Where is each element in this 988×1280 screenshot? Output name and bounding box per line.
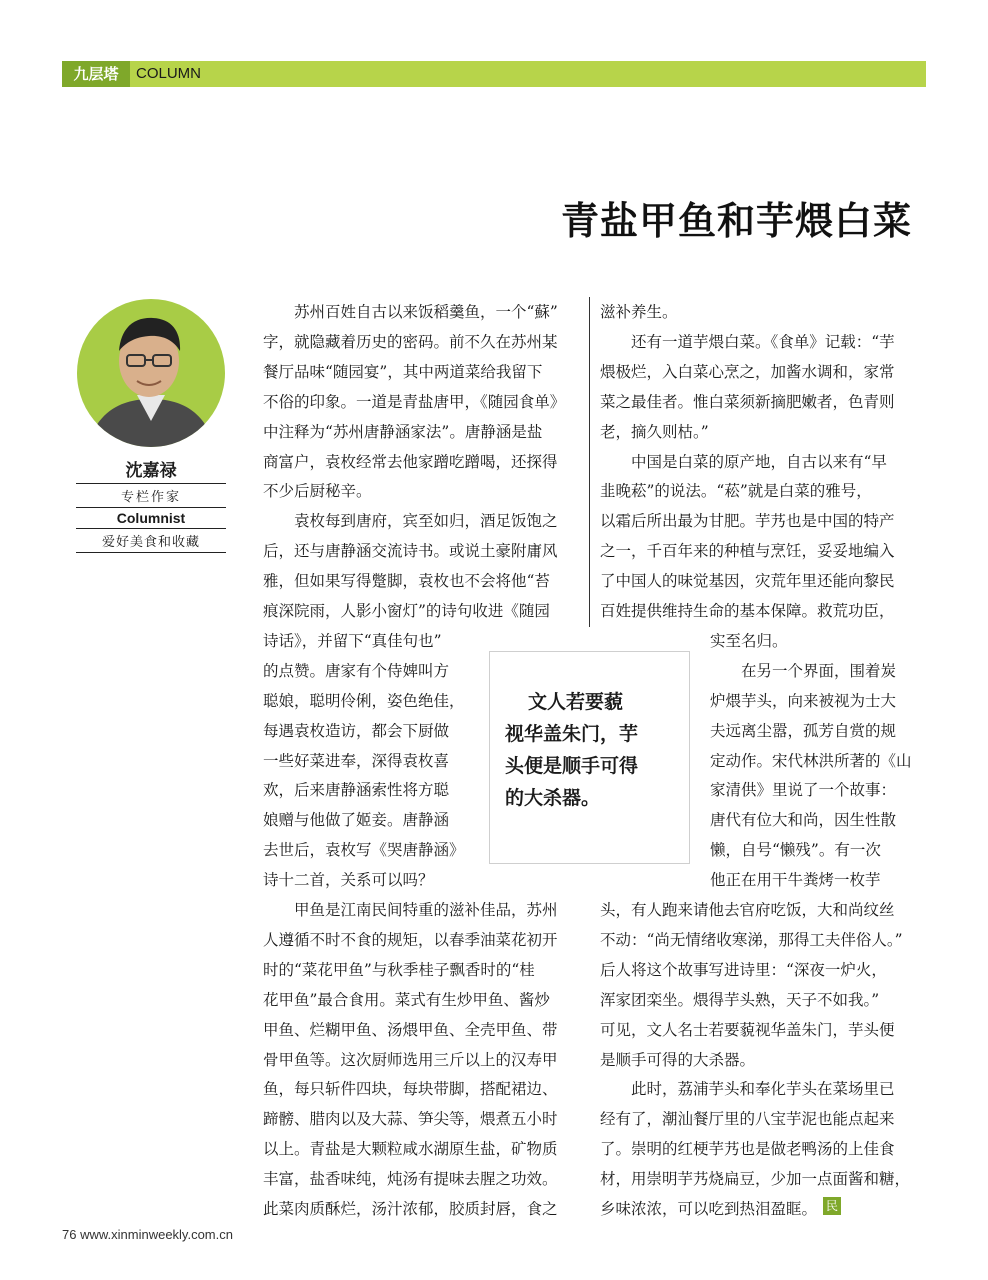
text-line: 商富户，袁枚经常去他家蹭吃蹭喝，还探得 — [263, 452, 558, 471]
text-line: 一些好菜进奉，深得袁枚喜 — [263, 751, 450, 770]
text-line: 在另一个界面，围着炭 — [710, 661, 897, 680]
text-line: 诗话》，并留下“真佳句也” — [263, 631, 442, 650]
text-line: 花甲鱼”最合食用。菜式有生炒甲鱼、酱炒 — [263, 990, 550, 1009]
text-line: 餐厅品味“随园宴”，其中两道菜给我留下 — [263, 362, 543, 381]
end-mark-icon: 民 — [823, 1197, 841, 1215]
text-line: 苏州百姓自古以来饭稻羹鱼，一个“蘇” — [263, 303, 558, 321]
text-line: 丰富，盐香味纯，炖汤有提味去腥之功效。 — [263, 1170, 558, 1189]
article-title: 青盐甲鱼和芋煨白菜 — [560, 199, 912, 243]
text-line: 雅，但如果写得蹩脚，袁枚也不会将他“苔 — [263, 572, 550, 591]
text-line: 经有了，潮汕餐厅里的八宝芋泥也能点起来 — [600, 1110, 895, 1129]
author-bio: 爱好美食和收藏 — [76, 529, 226, 553]
text-line: 浑家团栾坐。煨得芋头熟，天子不如我。” — [600, 990, 880, 1009]
pull-quote-line: 的大杀器。 — [505, 787, 601, 809]
text-line: 鱼，每只斩件四块，每块带脚，搭配裙边、 — [263, 1080, 558, 1099]
text-line: 不俗的印象。一道是青盐唐甲，《随园食单》 — [263, 392, 566, 411]
text-line: 诗十二首，关系可以吗？ — [263, 871, 434, 890]
text-line: 去世后，袁枚写《哭唐静涵》 — [263, 841, 465, 860]
text-line: 甲鱼、烂糊甲鱼、汤煨甲鱼、全壳甲鱼、带 — [263, 1020, 558, 1039]
text-line: 以霜后所出最为甘肥。芋艿也是中国的特产 — [600, 512, 895, 531]
text-line: 定动作。宋代林洪所著的《山 — [710, 751, 912, 770]
text-line: 骨甲鱼等。这次厨师选用三斤以上的汉寿甲 — [263, 1050, 558, 1069]
column-header-bar — [62, 61, 926, 87]
text-line: 时的“菜花甲鱼”与秋季桂子飘香时的“桂 — [263, 960, 535, 979]
text-line: 夫远离尘嚣，孤芳自赏的规 — [710, 721, 897, 740]
pull-quote-box — [489, 651, 690, 864]
text-line: 头，有人跑来请他去官府吃饭，大和尚纹丝 — [600, 901, 895, 919]
pull-quote-line: 视华盖朱门，芋 — [505, 723, 639, 745]
text-line: 欢，后来唐静涵索性将方聪 — [263, 781, 450, 800]
text-line: 以上。青盐是大颗粒咸水湖原生盐，矿物质 — [263, 1140, 558, 1159]
text-line: 此菜肉质酥烂，汤汁浓郁，胶质封唇，食之 — [263, 1200, 558, 1218]
text-line: 菜之最佳者。惟白菜须新摘肥嫩者，色青则 — [600, 392, 895, 411]
text-line: 不动：“尚无情绪收寒涕，那得工夫伴俗人。” — [600, 930, 903, 949]
text-line: 他正在用干牛粪烤一枚芋 — [710, 871, 881, 890]
text-line: 了。崇明的红梗芋艿也是做老鸭汤的上佳食 — [600, 1140, 895, 1159]
text-line: 百姓提供维持生命的基本保障。救荒功臣， — [600, 602, 895, 620]
text-line: 字，就隐藏着历史的密码。前不久在苏州某 — [263, 332, 558, 351]
text-line: 之一，千百年来的种植与烹饪，妥妥地编入 — [600, 542, 895, 561]
text-line: 袁枚每到唐府，宾至如归，酒足饭饱之 — [263, 512, 558, 531]
text-line: 中国是白菜的原产地，自古以来有“早 — [600, 452, 887, 471]
author-name: 沈嘉禄 — [76, 456, 226, 484]
text-line: 不少后厨秘辛。 — [263, 482, 372, 501]
text-line: 娘赠与他做了姬妾。唐静涵 — [263, 811, 450, 830]
text-line: 的点赞。唐家有个侍婢叫方 — [263, 661, 450, 680]
text-line: 了中国人的味觉基因，灾荒年里还能向黎民 — [600, 572, 895, 591]
text-line: 后，还与唐静涵交流诗书。或说土豪附庸风 — [263, 542, 558, 561]
text-line: 可见，文人名士若要藐视华盖朱门，芋头便 — [600, 1020, 895, 1039]
text-line: 煨极烂，入白菜心烹之，加酱水调和，家常 — [600, 362, 895, 381]
text-line: 韭晚菘”的说法。“菘”就是白菜的雅号， — [600, 482, 872, 501]
text-line: 中注释为“苏州唐静涵家法”。唐静涵是盐 — [263, 422, 543, 441]
author-photo — [77, 299, 225, 447]
text-line: 滋补养生。 — [600, 303, 678, 321]
text-line: 家清供》里说了一个故事： — [710, 781, 897, 800]
text-line: 乡味浓浓，可以吃到热泪盈眶。 — [600, 1200, 818, 1218]
text-line: 痕深院雨，人影小窗灯”的诗句收进《随园 — [263, 602, 550, 620]
text-line: 实至名归。 — [710, 631, 788, 650]
pull-quote-line: 文人若要藐 — [528, 691, 624, 713]
text-line: 材，用崇明芋艿烧扁豆，少加一点面酱和糖， — [600, 1170, 911, 1189]
column-divider — [589, 297, 590, 627]
text-line: 蹄髈、腊肉以及大蒜、笋尖等，煨煮五小时 — [263, 1110, 558, 1129]
author-role: 专栏作家 — [76, 484, 226, 508]
column-label: COLUMN — [136, 65, 202, 82]
section-label: 九层塔 — [62, 61, 130, 87]
text-line: 每遇袁枚造访，都会下厨做 — [263, 721, 450, 740]
text-line: 是顺手可得的大杀器。 — [600, 1050, 756, 1069]
text-line: 人遵循不时不食的规矩，以春季油菜花初开 — [263, 930, 558, 949]
text-line: 聪娘，聪明伶俐，姿色绝佳， — [263, 691, 465, 710]
text-line: 老，摘久则枯。” — [600, 422, 709, 441]
author-role-en: Columnist — [76, 508, 226, 529]
text-line: 此时，荔浦芋头和奉化芋头在菜场里已 — [600, 1080, 895, 1099]
text-line: 唐代有位大和尚，因生性散 — [710, 811, 897, 830]
text-line: 后人将这个故事写进诗里：“深夜一炉火， — [600, 960, 887, 979]
text-line: 懒，自号“懒残”。有一次 — [710, 841, 881, 860]
author-box — [76, 456, 226, 553]
text-line: 甲鱼是江南民间特重的滋补佳品，苏州 — [263, 901, 558, 919]
text-line: 炉煨芋头，向来被视为士大 — [710, 691, 897, 710]
pull-quote-line: 头便是顺手可得 — [505, 755, 639, 777]
text-line: 还有一道芋煨白菜。《食单》记载：“芋 — [600, 332, 895, 351]
page-footer: 76 www.xinminweekly.com.cn — [62, 1227, 233, 1242]
